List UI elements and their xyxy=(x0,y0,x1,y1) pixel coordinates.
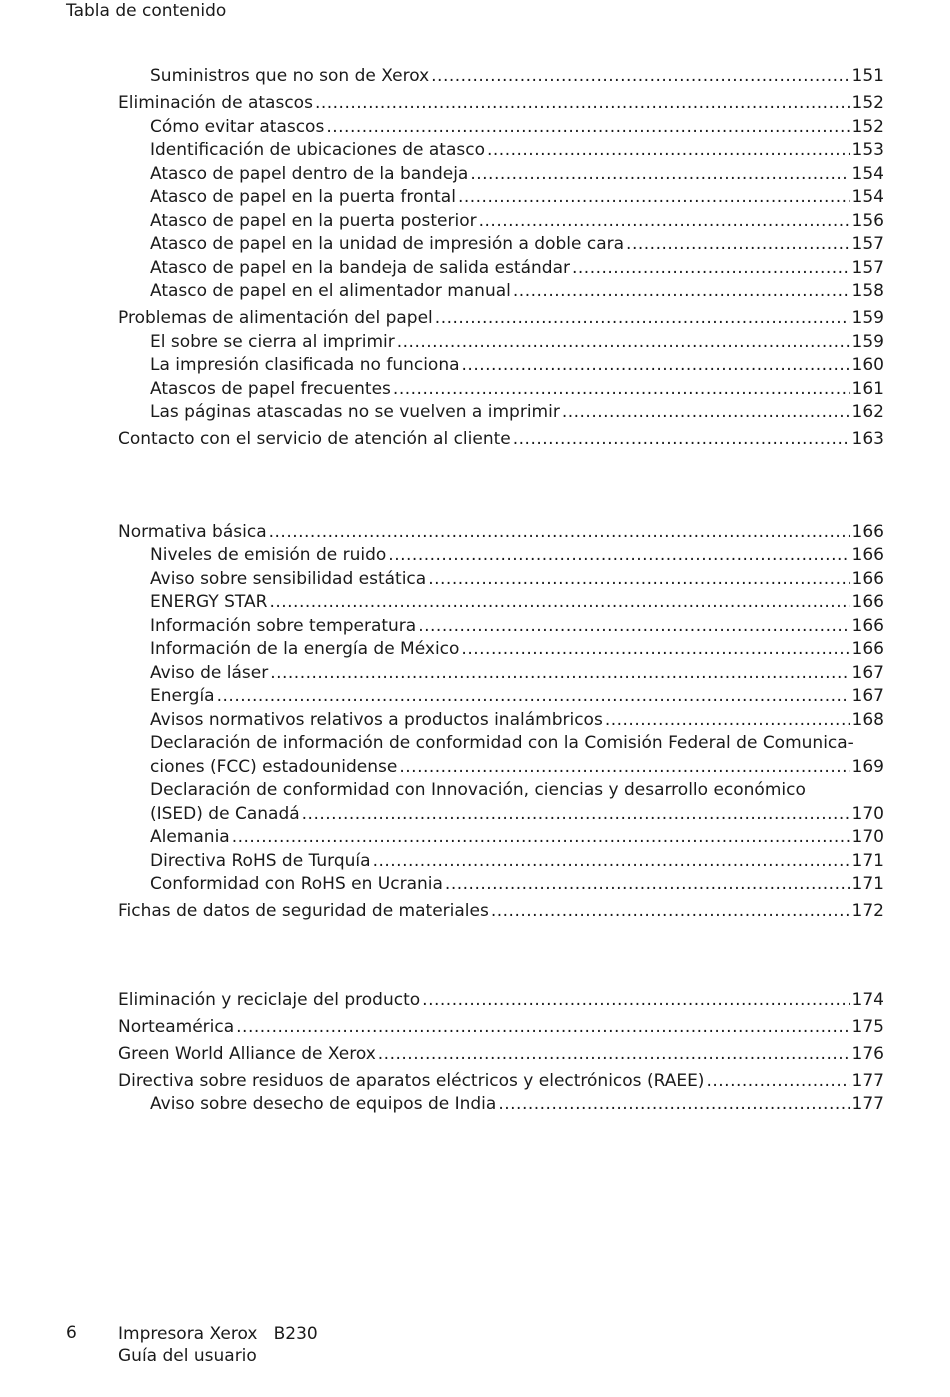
toc-entry-page-number[interactable]: 159 xyxy=(851,308,884,328)
toc-entry-subsection[interactable] xyxy=(118,756,884,780)
toc-entry-chapter-section[interactable] xyxy=(118,92,884,116)
dot-leader xyxy=(445,873,850,897)
toc-entry-label[interactable]: Fichas de datos de seguridad de materiales xyxy=(118,901,489,921)
dot-leader xyxy=(470,163,849,187)
toc-entry-page-number[interactable]: 167 xyxy=(851,662,884,683)
footer-guide-title: Guía del usuario xyxy=(118,1346,257,1366)
toc-entry-label[interactable]: Atasco de papel en la unidad de impresión a doble cara xyxy=(150,234,625,254)
toc-entry-subsection[interactable] xyxy=(118,163,884,187)
toc-entry-subsection[interactable] xyxy=(118,615,884,639)
toc-entry-label[interactable]: Green World Alliance de Xerox xyxy=(118,1043,376,1064)
toc-entry-subsection[interactable] xyxy=(118,401,884,425)
toc-entry-label[interactable]: Energía xyxy=(150,686,215,706)
dot-leader xyxy=(378,1043,850,1067)
dot-leader xyxy=(487,139,850,163)
dot-leader xyxy=(513,428,850,452)
toc-entry-subsection[interactable] xyxy=(118,662,884,686)
toc-entry-label[interactable]: Norteamérica xyxy=(118,1016,235,1037)
toc-entry-label[interactable]: Eliminación y reciclaje del producto xyxy=(118,989,421,1010)
dot-leader xyxy=(232,826,850,850)
toc-entry-label[interactable]: Aviso de láser xyxy=(150,662,269,683)
dot-leader xyxy=(462,354,850,378)
toc-entry-page-number[interactable]: 154 xyxy=(851,163,884,184)
dot-leader xyxy=(269,521,850,545)
toc-entry-label[interactable]: Alemania xyxy=(150,827,230,847)
toc-entry-chapter-section[interactable] xyxy=(118,307,884,331)
toc-entry-subsection[interactable] xyxy=(118,591,884,615)
toc-entry-page-number[interactable]: 157 xyxy=(851,234,884,254)
toc-entry-page-number[interactable]: 174 xyxy=(851,989,884,1010)
toc-entry-chapter-section[interactable] xyxy=(118,1043,884,1067)
dot-leader xyxy=(428,568,849,592)
toc-entry-label[interactable]: Directiva RoHS de Turquía xyxy=(150,850,371,871)
toc-entry-label[interactable]: Información sobre temperatura xyxy=(150,615,417,636)
dot-leader xyxy=(461,638,849,662)
toc-entry-label[interactable]: Normativa básica xyxy=(118,521,267,542)
toc-entry-label[interactable]: (ISED) de Canadá xyxy=(150,803,300,824)
toc-entry-label[interactable]: Directiva sobre residuos de aparatos eléctricos y electrónicos (RAEE) xyxy=(118,1070,705,1091)
dot-leader xyxy=(397,331,850,355)
dot-leader xyxy=(315,92,850,116)
toc-entry-page-number[interactable]: 161 xyxy=(851,378,884,399)
toc-entry-label[interactable]: Contacto con el servicio de atención al cliente xyxy=(118,429,511,449)
toc-entry-subsection[interactable] xyxy=(118,1093,884,1117)
dot-leader xyxy=(326,116,849,140)
toc-entry-page-number[interactable]: 166 xyxy=(851,545,884,565)
dot-leader xyxy=(431,65,849,89)
toc-entry-page-number[interactable]: 157 xyxy=(851,257,884,278)
toc-entry-page-number[interactable]: 167 xyxy=(851,686,884,706)
toc-entry-page-number[interactable]: 177 xyxy=(851,1094,884,1114)
footer-product-line: Impresora Xerox B230 xyxy=(118,1324,318,1344)
toc-section-troubleshooting xyxy=(118,65,884,452)
toc-entry-label[interactable]: Atasco de papel en la bandeja de salida estándar xyxy=(150,257,570,278)
toc-section-recycling xyxy=(118,985,884,1117)
toc-entry-label[interactable]: Suministros que no son de Xerox xyxy=(150,66,430,86)
toc-entry-subsection[interactable] xyxy=(118,709,884,733)
toc-entry-subsection[interactable] xyxy=(118,210,884,234)
toc-entry-chapter-section[interactable] xyxy=(118,428,884,452)
toc-entry-chapter-section[interactable] xyxy=(118,900,884,924)
toc-entry-label[interactable]: Atasco de papel en la puerta posterior xyxy=(150,210,477,231)
toc-entry-subsection[interactable] xyxy=(118,850,884,874)
dot-leader xyxy=(393,378,850,402)
toc-entry-subsection[interactable] xyxy=(118,685,884,709)
dot-leader xyxy=(269,591,849,615)
toc-entry-chapter-section[interactable] xyxy=(118,1016,884,1040)
toc-entry-page-number[interactable]: 162 xyxy=(851,402,884,422)
dot-leader xyxy=(572,257,850,281)
toc-entry-label[interactable]: La impresión clasificada no funciona xyxy=(150,355,460,375)
dot-leader xyxy=(706,1070,849,1094)
toc-entry-page-number[interactable]: 153 xyxy=(851,140,884,160)
toc-entry-subsection[interactable] xyxy=(118,378,884,402)
dot-leader xyxy=(418,615,849,639)
dot-leader xyxy=(217,685,850,709)
toc-entry-page-number[interactable]: 168 xyxy=(851,709,884,730)
toc-entry-page-number[interactable]: 170 xyxy=(851,827,884,847)
toc-entry-label[interactable]: Aviso sobre desecho de equipos de India xyxy=(150,1094,497,1114)
toc-entry-page-number[interactable]: 158 xyxy=(851,281,884,301)
toc-entry-page-number[interactable]: 166 xyxy=(851,521,884,542)
toc-entry-page-number[interactable]: 152 xyxy=(851,93,884,113)
toc-entry-subsection[interactable] xyxy=(118,233,884,257)
toc-entry-subsection[interactable] xyxy=(118,186,884,210)
toc-entry-subsection[interactable] xyxy=(118,873,884,897)
dot-leader xyxy=(302,803,850,827)
toc-entry-page-number[interactable]: 170 xyxy=(851,803,884,824)
toc-entry-label[interactable]: Información de la energía de México xyxy=(150,639,460,659)
toc-entry-subsection[interactable] xyxy=(118,65,884,89)
dot-leader xyxy=(479,210,850,234)
toc-entry-label[interactable]: Las páginas atascadas no se vuelven a imprimir xyxy=(150,402,560,422)
toc-entry-label[interactable]: ENERGY STAR xyxy=(150,592,268,612)
dot-leader xyxy=(562,401,850,425)
dot-leader xyxy=(605,709,850,733)
toc-entry-label[interactable]: Eliminación de atascos xyxy=(118,93,313,113)
dot-leader xyxy=(373,850,850,874)
toc-entry-label[interactable]: Conformidad con RoHS en Ucrania xyxy=(150,874,443,894)
toc-entry-page-number[interactable]: 151 xyxy=(851,66,884,86)
toc-entry-page-number[interactable]: 166 xyxy=(851,592,884,612)
toc-entry-subsection[interactable] xyxy=(118,257,884,281)
toc-entry-label-line1[interactable]: Declaración de información de conformidad con la Comisión Federal de Comunica- xyxy=(150,733,854,753)
footer-document-title xyxy=(118,1323,318,1367)
toc-entry-label[interactable]: Aviso sobre sensibilidad estática xyxy=(150,568,427,589)
toc-entry-label[interactable]: Atasco de papel en el alimentador manual xyxy=(150,281,511,301)
dot-leader xyxy=(513,280,850,304)
toc-entry-page-number[interactable]: 177 xyxy=(851,1070,884,1091)
toc-entry-page-number[interactable]: 169 xyxy=(851,756,884,777)
toc-entry-subsection[interactable] xyxy=(118,568,884,592)
dot-leader xyxy=(236,1016,849,1040)
toc-entry-label[interactable]: El sobre se cierra al imprimir xyxy=(150,331,395,352)
dot-leader xyxy=(435,307,850,331)
dot-leader xyxy=(388,544,849,568)
toc-entry-subsection[interactable] xyxy=(118,331,884,355)
dot-leader xyxy=(491,900,850,924)
toc-entry-label-line1[interactable]: Declaración de conformidad con Innovación, ciencias y desarrollo económico xyxy=(150,780,806,800)
dot-leader xyxy=(498,1093,849,1117)
toc-entry-page-number[interactable]: 159 xyxy=(851,331,884,352)
toc-entry-page-number[interactable]: 163 xyxy=(851,429,884,449)
toc-section-regulatory xyxy=(118,517,884,924)
toc-entry-page-number[interactable]: 166 xyxy=(851,568,884,589)
toc-entry-subsection[interactable] xyxy=(118,826,884,850)
toc-entry-label[interactable]: Avisos normativos relativos a productos inalámbricos xyxy=(150,709,603,730)
toc-entry-page-number[interactable]: 152 xyxy=(851,116,884,137)
toc-entry-chapter-section[interactable] xyxy=(118,521,884,545)
toc-entry-chapter-section[interactable] xyxy=(118,1070,884,1094)
toc-entry-page-number[interactable]: 166 xyxy=(851,615,884,636)
toc-entry-label[interactable]: Atascos de papel frecuentes xyxy=(150,378,391,399)
toc-entry-label[interactable]: Cómo evitar atascos xyxy=(150,116,325,137)
toc-entry-page-number[interactable]: 166 xyxy=(851,639,884,659)
toc-entry-page-number[interactable]: 154 xyxy=(851,187,884,207)
toc-entry-page-number[interactable]: 171 xyxy=(851,850,884,871)
toc-entry-chapter-section[interactable] xyxy=(118,989,884,1013)
toc-entry-label[interactable]: Atasco de papel en la puerta frontal xyxy=(150,187,456,207)
toc-entry-page-number[interactable]: 176 xyxy=(851,1043,884,1064)
toc-entry-subsection[interactable] xyxy=(118,544,884,568)
toc-entry-page-number[interactable]: 171 xyxy=(851,874,884,894)
toc-entry-subsection[interactable] xyxy=(118,116,884,140)
toc-entry-subsection[interactable] xyxy=(118,803,884,827)
running-header: Tabla de contenido xyxy=(66,1,227,21)
dot-leader xyxy=(270,662,849,686)
footer-page-number: 6 xyxy=(66,1323,77,1343)
toc-entry-label[interactable]: ciones (FCC) estadounidense xyxy=(150,756,398,777)
toc-entry-label[interactable]: Identificación de ubicaciones de atasco xyxy=(150,140,485,160)
toc-entry-subsection[interactable] xyxy=(118,280,884,304)
toc-entry-label[interactable]: Problemas de alimentación del papel xyxy=(118,308,433,328)
dot-leader xyxy=(458,186,850,210)
toc-entry-label[interactable]: Atasco de papel dentro de la bandeja xyxy=(150,163,469,184)
toc-entry-page-number[interactable]: 156 xyxy=(851,210,884,231)
dot-leader xyxy=(422,989,849,1013)
dot-leader xyxy=(626,233,850,257)
toc-entry-subsection[interactable] xyxy=(118,354,884,378)
toc-entry-subsection[interactable] xyxy=(118,638,884,662)
dot-leader xyxy=(399,756,849,780)
toc-entry-subsection[interactable] xyxy=(118,139,884,163)
toc-entry-label[interactable]: Niveles de emisión de ruido xyxy=(150,545,387,565)
toc-entry-page-number[interactable]: 175 xyxy=(851,1016,884,1037)
toc-entry-page-number[interactable]: 172 xyxy=(851,901,884,921)
toc-entry-page-number[interactable]: 160 xyxy=(851,355,884,375)
